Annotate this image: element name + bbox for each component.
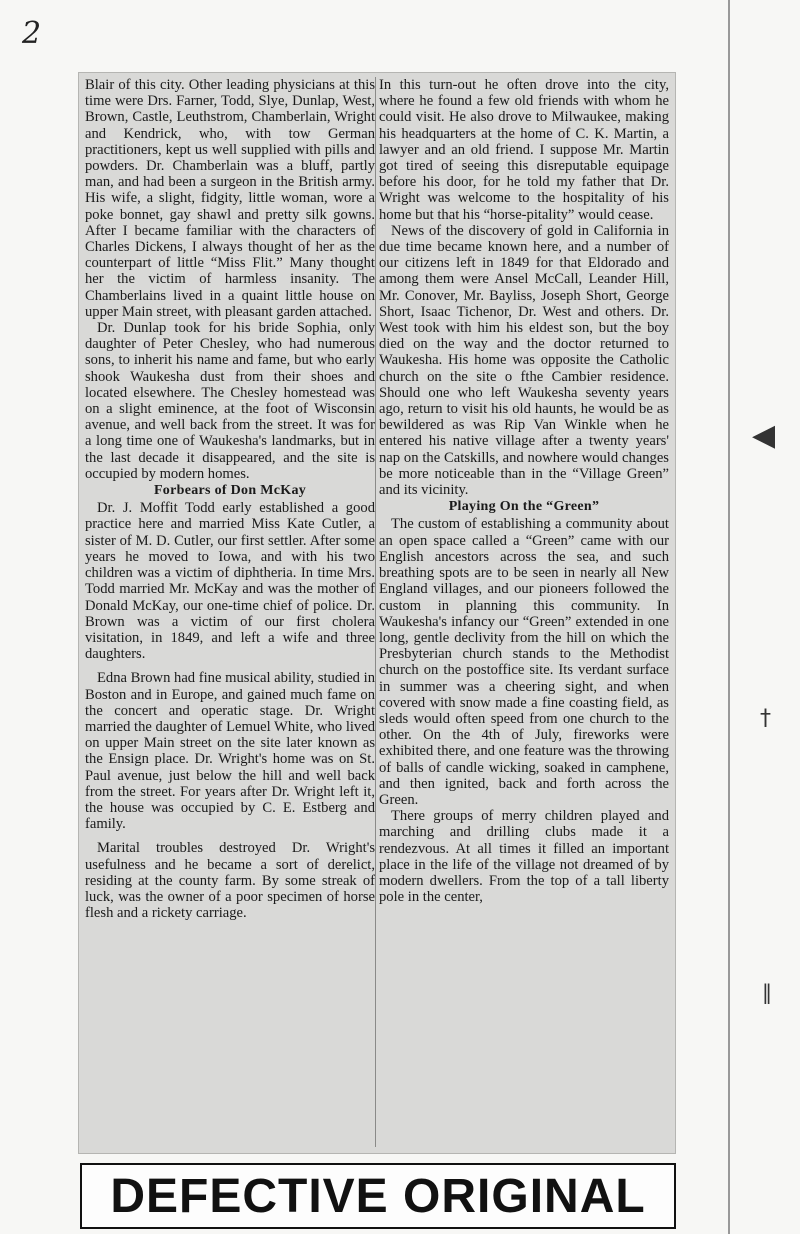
page-number: 2 [22, 16, 42, 51]
article-column-right [379, 77, 669, 905]
article-column-left [85, 77, 375, 921]
paragraph: Marital troubles destroyed Dr. Wright's usefulness and he became a sort of derelict, residing at the county farm. By some streak of luck, was the owner of a poor specimen of horse flesh and a rickety carriage. [85, 840, 375, 922]
paragraph: Edna Brown had fine musical ability, studied in Boston and in Europe, and gained much fame on the concert and operatic stage. Dr. Wright married the daughter of Lemuel White, who lived on upper Main street on the site later known as the Ensign place. Dr. Wright's home was on St. Paul avenue, just below the hill and well back from the street. For years after Dr. Wright left it, the house was occupied by C. E. Estberg and family. [85, 670, 375, 833]
paragraph: The custom of establishing a community about an open space called a “Green” came with our English ancestors across the sea, and such breathing spots are to be seen in nearly all New England villages, and our pioneers followed the custom in planning this community. In Waukesha's infancy our “Green” extended in one long, gentle declivity from the hill on which the Presbyterian church stands to the Methodist church on the postoffice site. Its verdant surface in summer was a cheering sight, and when covered with snow made a fine coasting field, as sleds would often speed from one church to the other. On the 4th of July, fireworks were exhibited there, and one feature was the throwing of balls of candle wicking, soaked in camphene, and then ignited, back and forth across the Green. [379, 516, 669, 808]
section-heading: Forbears of Don McKay [153, 483, 307, 499]
scan-mark-arrow: ◀ [752, 418, 776, 453]
scan-mark-tick: ‖ [762, 980, 772, 1004]
page-edge-line [728, 0, 730, 1234]
stamp-text: DEFECTIVE ORIGINAL [110, 1169, 646, 1223]
paragraph: Dr. J. Moffit Todd early established a good practice here and married Miss Kate Cutler, a sister of M. D. Cutler, our first settler. After some years he moved to Iowa, and with his two children was a victim of diphtheria. In time Mrs. Todd married Mr. McKay and was the mother of Donald McKay, our one-time chief of police. Dr. Brown was a victim of our first cholera visitation, in 1849, and left a wife and three daughters. [85, 500, 375, 663]
paragraph: There groups of merry children played and marching and drilling clubs made it a rendezvous. At all times it filled an important place in the life of the village not dreamed of by modern dwellers. From the top of a tall liberty pole in the center, [379, 808, 669, 906]
paragraph: Dr. Dunlap took for his bride Sophia, only daughter of Peter Chesley, who had numerous sons, to inherit his name and fame, but who early shook Waukesha dust from their shoes and located elsewhere. The Chesley homestead was on a slight eminence, at the foot of Wisconsin avenue, and well back from the street. It was for a long time one of Waukesha's landmarks, but in the last decade it disappeared, and the site is occupied by modern homes. [85, 320, 375, 482]
paragraph: Blair of this city. Other leading physicians at this time were Drs. Farner, Todd, Slye, Dunlap, West, Brown, Castle, Leuthstrom, Chamberlain, Wright and Kendrick, who, with tow German practitioners, kept us well supplied with pills and powders. Dr. Chamberlain was a bluff, partly man, and had been a surgeon in the British army. His wife, a slight, fidgity, little woman, wore a poke bonnet, gay shawl and pretty silk gowns. After I became familiar with the characters of Charles Dickens, I always thought of her as the counterpart of little “Miss Flit.” Many thought her the victim of harmless insanity. The Chamberlains lived in a quaint little house on upper Main street, with pleasant garden attached. [85, 77, 375, 320]
scan-mark-cross: † [760, 706, 771, 731]
newspaper-clipping [78, 72, 676, 1154]
section-heading: Playing On the “Green” [448, 499, 600, 515]
column-rule [375, 77, 376, 1147]
defective-original-stamp [80, 1163, 676, 1229]
paragraph: News of the discovery of gold in California in due time became known here, and a number of our citizens left in 1849 for that Eldorado and among them were Ansel McCall, Leander Hill, Mr. Conover, Mr. Bayliss, Joseph Short, George Short, Isaac Tichenor, Dr. West and others. Dr. West took with him his eldest son, but the boy died on the way and the doctor returned to Waukesha. His home was opposite the Catholic church on the site o fthe Cambier residence. Should one who left Waukesha seventy years ago, return to visit his old haunts, he would be as bewildered as was Rip Van Winkle when he entered his native village after a twenty years' nap on the Catskills, and nowhere would changes be more noticeable than in the “Village Green” and its vicinity. [379, 222, 669, 499]
paragraph: In this turn-out he often drove into the city, where he found a few old friends with whom he could visit. He also drove to Milwaukee, making his headquarters at the home of C. K. Martin, a lawyer and an old friend. I suppose Mr. Martin got tired of seeing this disreputable equipage before his door, for he told my father that Dr. Wright was welcome to the hospitality of his home but that his “horse-pitality” would cease. [379, 77, 669, 223]
